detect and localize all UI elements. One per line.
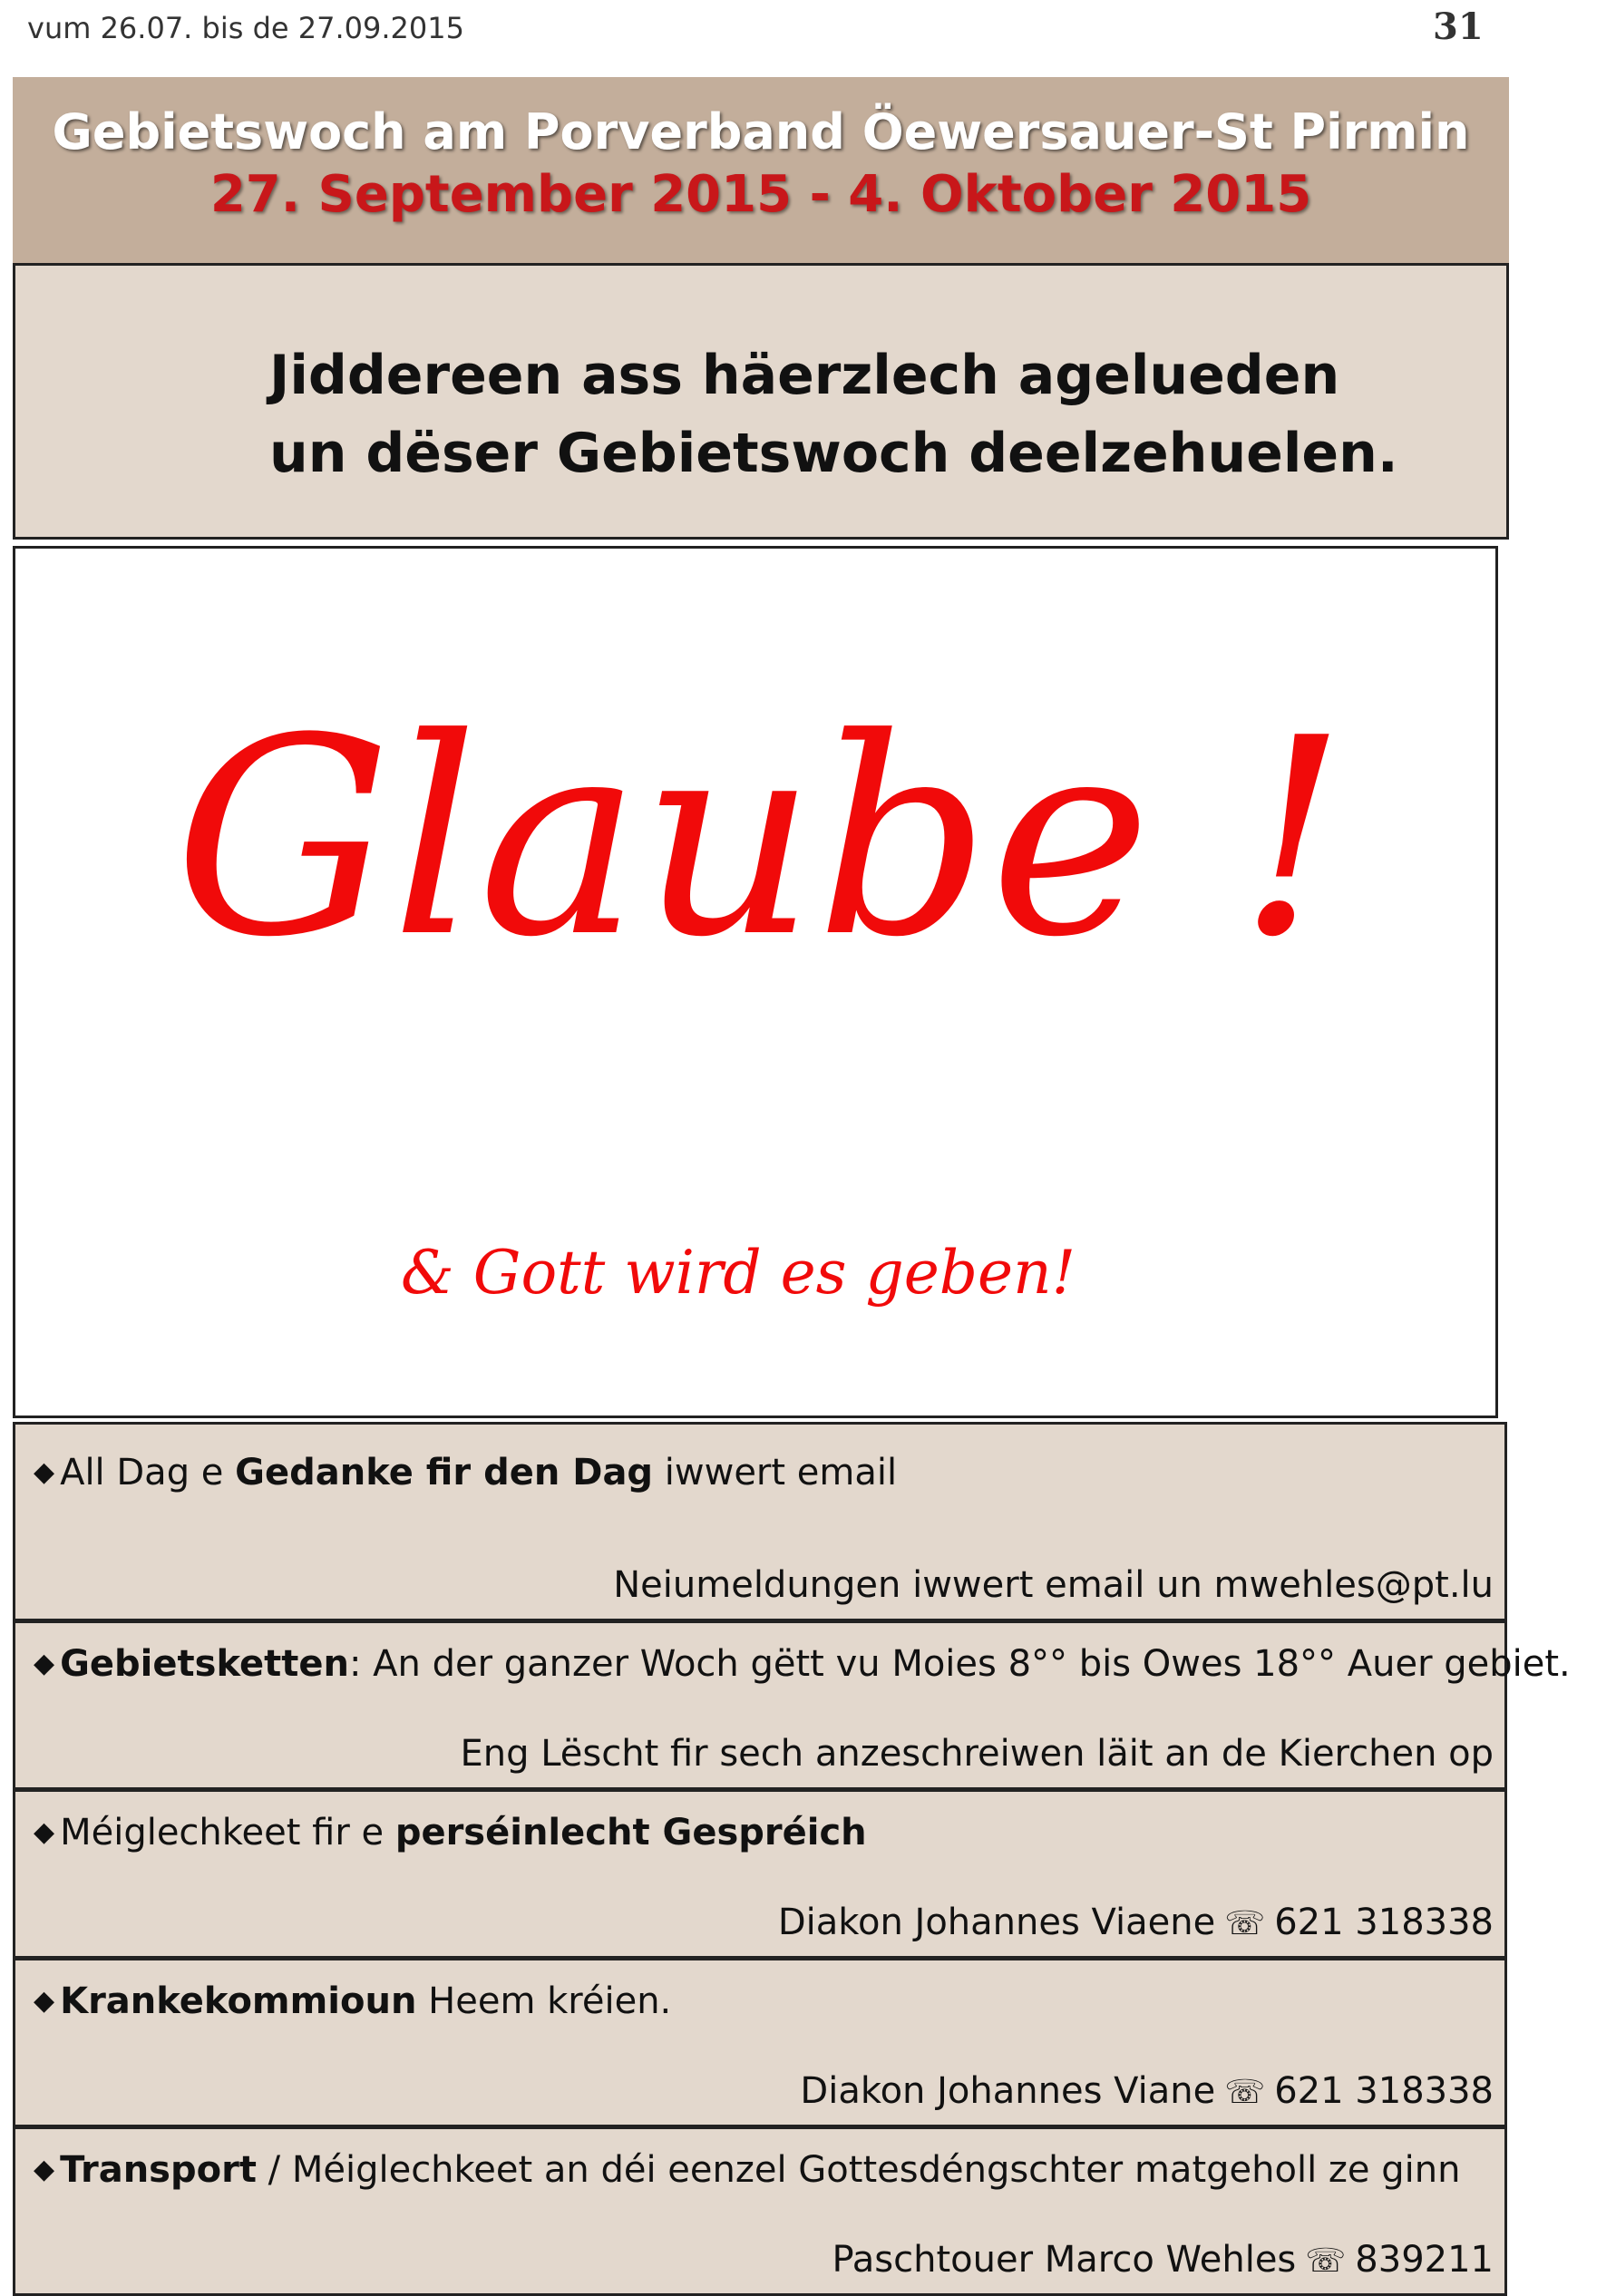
item-bold-text: Transport: [60, 2149, 257, 2191]
feature-box: [13, 546, 1498, 1418]
invitation-line-1: Jiddereen ass häerzlech agelueden: [269, 344, 1340, 407]
item-bold-text: Krankekommioun: [60, 1980, 417, 2022]
item-text: / Méiglechkeet an déi eenzel Gottesdéngschter matgeholl ze ginn: [256, 2149, 1461, 2191]
item-heading: [34, 1980, 671, 2022]
contact-phone: 839211: [1355, 2239, 1494, 2281]
item-heading: [34, 1452, 897, 1493]
list-item: [13, 1621, 1571, 1790]
phone-icon: ☏: [1224, 1905, 1266, 1942]
item-text: Heem kréien.: [416, 1980, 672, 2022]
contact-name: Diakon Johannes Viane: [800, 2070, 1216, 2112]
contact-name: Diakon Johannes Viaene: [777, 1902, 1216, 1943]
item-bold-text: Gebietsketten: [60, 1643, 349, 1685]
item-detail: Eng Lëscht fir sech anzeschreiwen läit an de Kierchen op: [460, 1733, 1494, 1775]
contact-phone: 621 318338: [1274, 2070, 1494, 2112]
item-heading: [34, 2149, 1460, 2191]
contact-name: Paschtouer Marco Wehles: [832, 2239, 1297, 2281]
invitation-box: [13, 263, 1509, 540]
feature-subline: & Gott wird es geben!: [401, 1238, 1076, 1308]
feature-headline: Glaube !: [174, 680, 1348, 997]
item-detail: [800, 2070, 1494, 2112]
banner-dates: 27. September 2015 - 4. Oktober 2015: [209, 165, 1312, 224]
item-detail: [778, 1902, 1494, 1943]
info-list: [13, 1422, 1571, 2292]
page-number: 31: [1433, 5, 1484, 48]
list-item: [13, 1790, 1507, 1959]
item-text: iwwert email: [653, 1452, 898, 1493]
diamond-bullet-icon: ◆: [34, 2154, 55, 2185]
header-date-range: vum 26.07. bis de 27.09.2015: [27, 11, 464, 45]
item-text: : An der ganzer Woch gëtt vu Moies 8°° bis Owes 18°° Auer gebiet.: [348, 1643, 1571, 1685]
item-detail: Neiumeldungen iwwert email un mwehles@pt.lu: [613, 1564, 1494, 1606]
diamond-bullet-icon: ◆: [34, 1648, 55, 1679]
item-detail: [832, 2239, 1494, 2281]
diamond-bullet-icon: ◆: [34, 1816, 55, 1848]
phone-icon: ☏: [1305, 2242, 1347, 2280]
item-heading: [34, 1812, 867, 1853]
item-bold-text: Gedanke fir den Dag: [235, 1452, 654, 1493]
phone-icon: ☏: [1224, 2074, 1266, 2111]
diamond-bullet-icon: ◆: [34, 1985, 55, 2017]
list-item: [13, 1959, 1507, 2127]
diamond-bullet-icon: ◆: [34, 1456, 55, 1488]
banner-title: Gebietswoch am Porverband Öewersauer-St Pirmin: [52, 103, 1470, 161]
item-text: Méiglechkeet fir e: [60, 1812, 395, 1853]
invitation-line-2: un dëser Gebietswoch deelzehuelen.: [269, 422, 1398, 485]
contact-phone: 621 318338: [1274, 1902, 1494, 1943]
item-bold-text: perséinlecht Gespréich: [394, 1812, 867, 1853]
item-heading: [34, 1643, 1571, 1685]
item-text: All Dag e: [60, 1452, 236, 1493]
list-item: [13, 1422, 1507, 1621]
title-banner: [13, 77, 1509, 263]
list-item: [13, 2127, 1507, 2296]
